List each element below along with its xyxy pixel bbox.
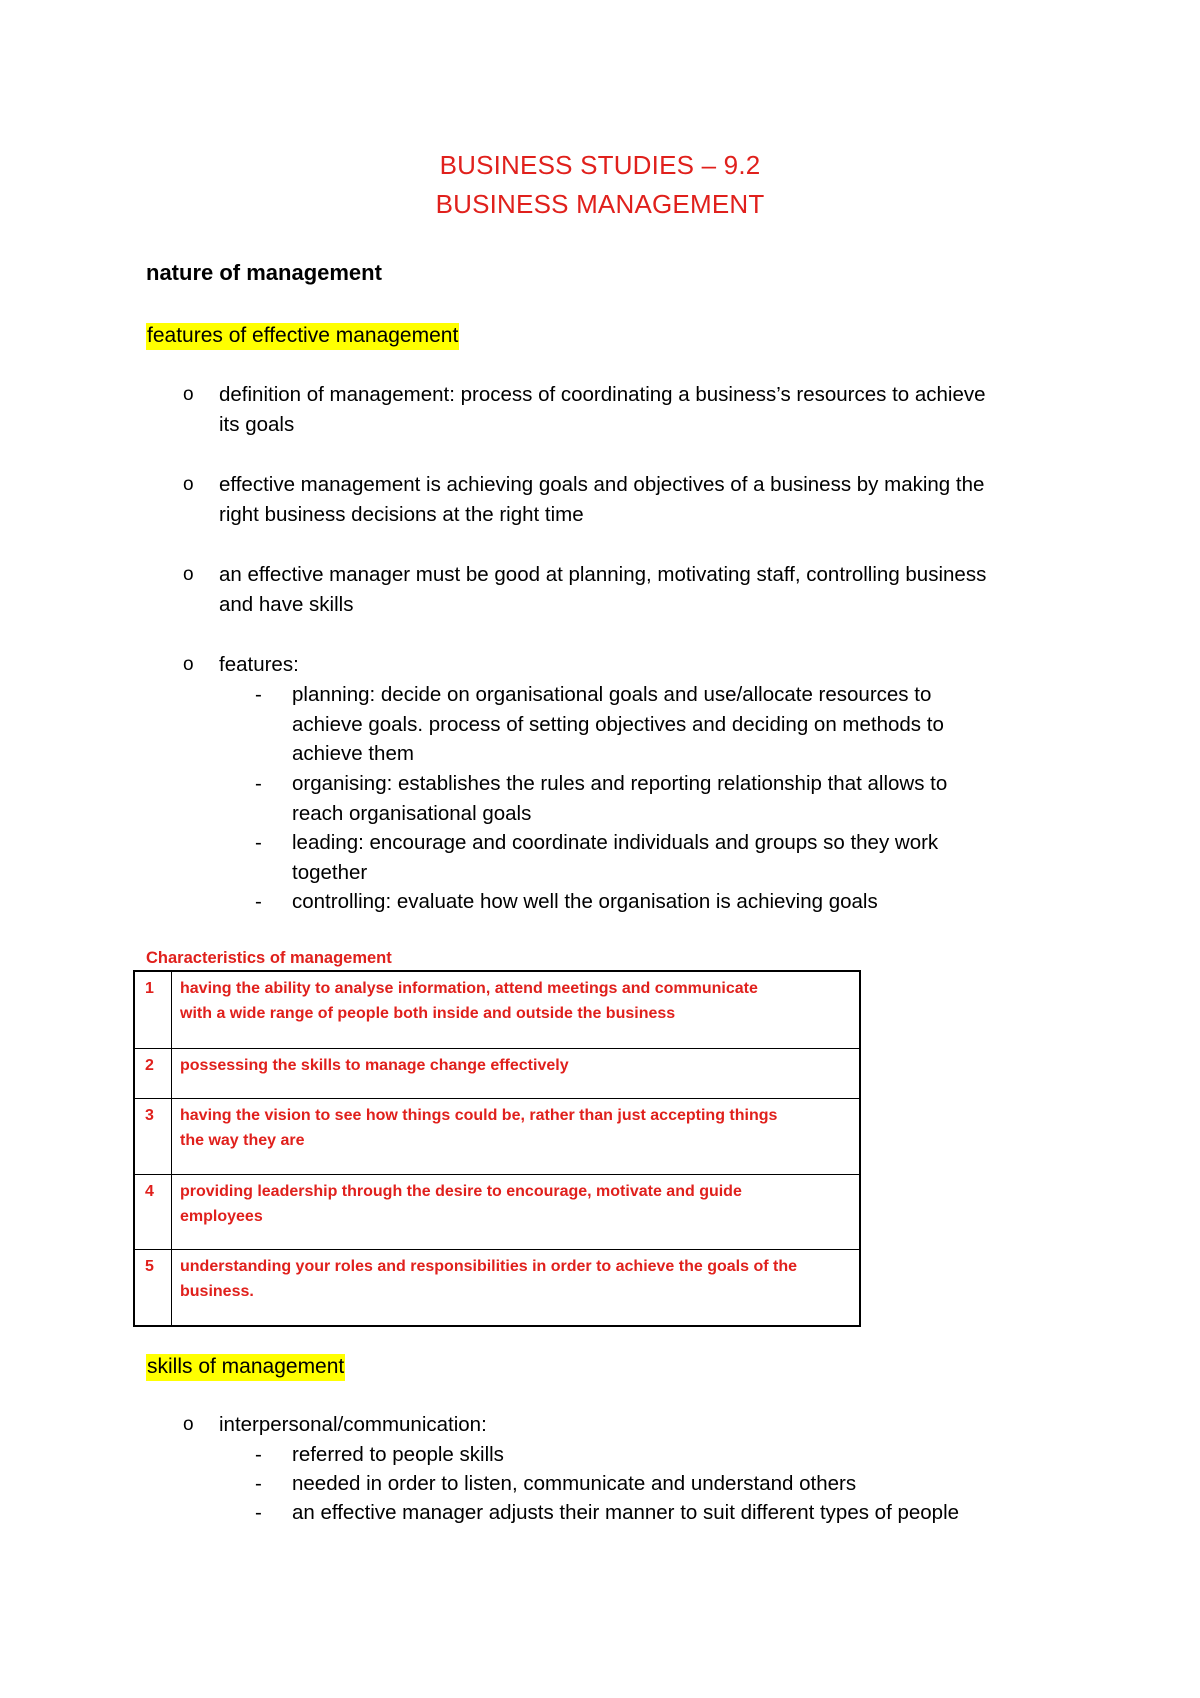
bullet-text-line: right business decisions at the right time [219,503,584,526]
row-text-line: the way they are [180,1132,305,1149]
dash-glyph: - [255,1472,262,1495]
dash-glyph: - [255,831,262,854]
table-row [134,971,860,1049]
bullet-text-line: interpersonal/communication: [219,1413,487,1436]
table-row [134,1250,860,1327]
sub-item-line: achieve them [292,742,414,765]
table-row [134,1099,860,1175]
sub-item-line: planning: decide on organisational goals and use/allocate resources to [292,683,932,706]
row-text-line: employees [180,1208,263,1225]
sub-item-line: an effective manager adjusts their manner to suit different types of people [292,1501,960,1524]
bullet-glyph: o [183,654,194,675]
row-text [172,1250,861,1327]
row-text-line: with a wide range of people both inside and outside the business [180,1005,676,1022]
row-number: 5 [134,1250,172,1327]
row-text-line: providing leadership through the desire to encourage, motivate and guide [180,1183,742,1200]
section-heading-nature: nature of management [146,260,382,285]
document-title-line1: BUSINESS STUDIES – 9.2 [439,150,761,180]
bullet-text-line: features: [219,653,299,676]
highlighted-heading-skills: skills of management [146,1354,345,1381]
sub-item-line: referred to people skills [292,1443,504,1466]
bullet-glyph: o [183,564,194,585]
table-row [134,1049,860,1099]
bullet-text-line: effective management is achieving goals and objectives of a business by making the [219,473,985,496]
dash-glyph: - [255,890,262,913]
sub-item-line: controlling: evaluate how well the organisation is achieving goals [292,890,878,913]
highlighted-heading-features: features of effective management [146,323,459,350]
bullet-text-line: definition of management: process of coordinating a business’s resources to achieve [219,383,986,406]
table-caption: Characteristics of management [146,949,392,967]
characteristics-table [133,970,861,1327]
row-text [172,1099,861,1175]
row-number: 1 [134,971,172,1049]
row-text-line: understanding your roles and responsibilities in order to achieve the goals of the [180,1258,797,1275]
row-text-line: business. [180,1283,254,1300]
document-title-line2: BUSINESS MANAGEMENT [435,189,765,219]
bullet-glyph: o [183,1414,194,1435]
table-row [134,1175,860,1250]
bullet-text-line: its goals [219,413,295,436]
row-number: 2 [134,1049,172,1099]
row-text [172,971,861,1049]
sub-item-line: reach organisational goals [292,801,532,825]
sub-item-line: together [292,860,368,884]
row-text-line: possessing the skills to manage change effectively [180,1057,569,1074]
sub-item-line: leading: encourage and coordinate individuals and groups so they work [292,831,939,854]
bullet-glyph: o [183,474,194,495]
row-text [172,1049,861,1099]
bullet-glyph: o [183,384,194,405]
row-text-line: having the vision to see how things could be, rather than just accepting things [180,1107,778,1124]
row-text-line: having the ability to analyse information, attend meetings and communicate [180,980,758,997]
bullet-text-line: an effective manager must be good at planning, motivating staff, controlling business [219,563,987,586]
dash-glyph: - [255,1443,262,1466]
row-text [172,1175,861,1250]
sub-item-line: needed in order to listen, communicate and understand others [292,1472,857,1495]
sub-item-line: organising: establishes the rules and reporting relationship that allows to [292,772,948,795]
dash-glyph: - [255,772,262,795]
dash-glyph: - [255,683,262,706]
row-number: 3 [134,1099,172,1175]
sub-item-line: achieve goals. process of setting objectives and deciding on methods to [292,712,944,736]
row-number: 4 [134,1175,172,1250]
bullet-text-line: and have skills [219,593,354,616]
dash-glyph: - [255,1501,262,1524]
